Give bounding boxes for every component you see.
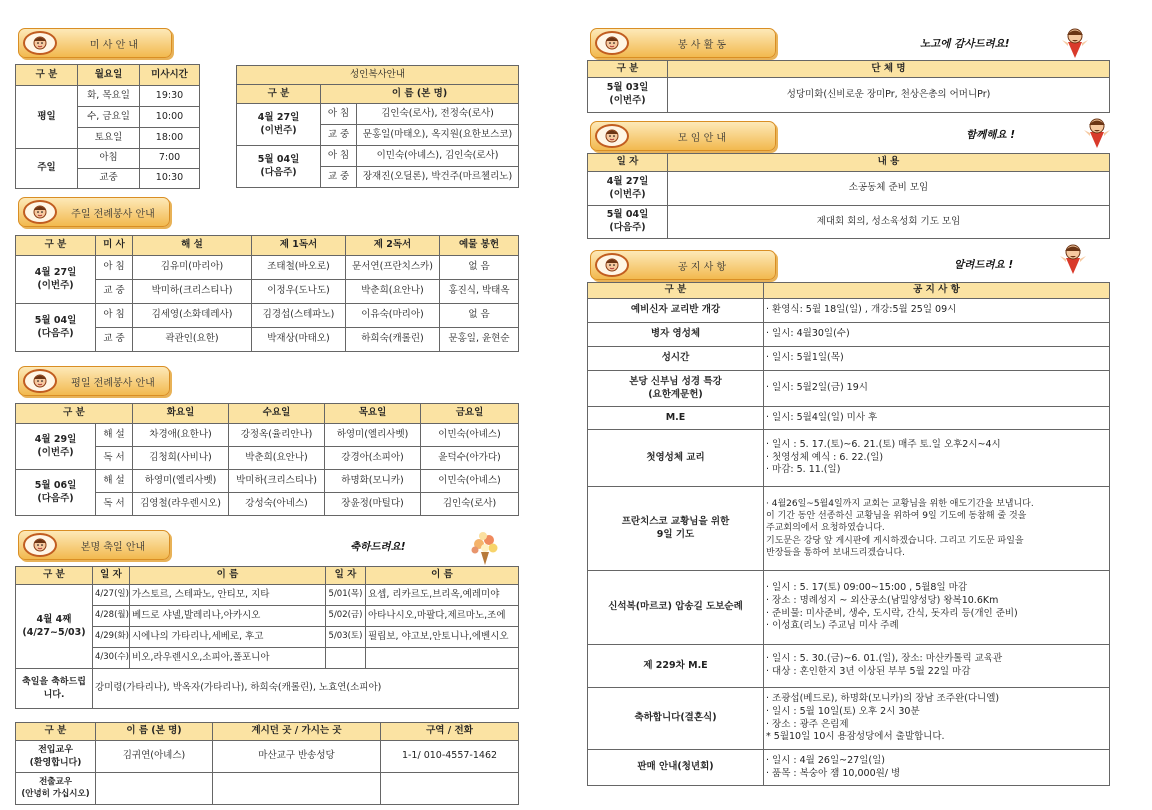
week-date: 5월 04일 bbox=[34, 314, 77, 326]
mass-type: 교 중 bbox=[321, 125, 357, 146]
transfer-contact bbox=[381, 773, 519, 805]
mass-table bbox=[15, 64, 200, 189]
notice-line: · 대상 : 혼인한지 3년 이상된 부부 5월 22일 마감 bbox=[766, 666, 971, 677]
notice-title: M.E bbox=[588, 407, 764, 430]
weekday-col-header: 구 분 bbox=[16, 404, 133, 424]
week-date-cell bbox=[16, 256, 96, 304]
feast-date: 4/27(일) bbox=[93, 585, 130, 606]
jesus-avatar-icon bbox=[23, 369, 57, 393]
mass-type: 아 침 bbox=[321, 104, 357, 125]
week-sub: (다음주) bbox=[260, 166, 297, 178]
sunday-service-table bbox=[15, 235, 519, 352]
notice-lines bbox=[764, 645, 1110, 688]
feast-names bbox=[366, 648, 519, 669]
weekday-col-header: 화요일 bbox=[133, 404, 229, 424]
meeting-date-cell bbox=[588, 172, 668, 206]
week-date: 4월 27일 bbox=[257, 111, 300, 123]
meeting-content: 소공동체 준비 모임 bbox=[668, 172, 1110, 206]
volunteer-col-header: 단 체 명 bbox=[668, 61, 1110, 78]
thu-name: 하영미(엘리사벳) bbox=[325, 424, 421, 447]
feast-names: 필립보, 야고보,안토니나,에벤시오 bbox=[366, 627, 519, 648]
mass-col-header: 월요일 bbox=[78, 65, 140, 86]
feast-header bbox=[18, 530, 170, 560]
reader-1: 조태철(바오로) bbox=[252, 256, 346, 280]
mass-day: 교중 bbox=[78, 169, 140, 189]
notice-line: · 일시 : 5. 17(토) 09:00~15:00 , 5월8일 마감 bbox=[766, 581, 968, 593]
transfer-name bbox=[96, 773, 213, 805]
sunday-col-header: 제 2독서 bbox=[346, 236, 440, 256]
week-sub: (이번주) bbox=[37, 446, 74, 458]
tue-name: 김영철(라우렌시오) bbox=[133, 493, 229, 516]
offering: 홍진식, 박태옥 bbox=[440, 280, 519, 304]
adult-server-title: 성인복사안내 bbox=[237, 66, 519, 85]
notice-title: 프란치스코 교황님을 위한 bbox=[621, 515, 730, 527]
notice-line: · 이성효(리노) 주교님 미사 주례 bbox=[766, 620, 899, 632]
mass-day: 수, 금요일 bbox=[78, 107, 140, 128]
feast-names: 베드로 샤넬,발레리나,아카시오 bbox=[130, 606, 326, 627]
feast-date: 5/03(토) bbox=[326, 627, 366, 648]
feast-range: (4/27~5/03) bbox=[22, 626, 86, 638]
commentator: 김세영(소화데레사) bbox=[133, 304, 252, 328]
notice-title: 성시간 bbox=[588, 347, 764, 371]
mass-day: 아침 bbox=[78, 149, 140, 169]
notice-header-title: 공 지 사 항 bbox=[677, 261, 727, 273]
feast-motto: 축하드려요! bbox=[350, 541, 406, 553]
offering: 없 음 bbox=[440, 256, 519, 280]
week-date-cell bbox=[16, 304, 96, 352]
week-sub: (이번주) bbox=[37, 279, 74, 291]
week-date-cell bbox=[237, 104, 321, 146]
sunday-col-header: 미 사 bbox=[96, 236, 133, 256]
transfer-name: 김귀연(아녜스) bbox=[96, 741, 213, 773]
notice-title: 본당 신부님 성경 특강 bbox=[629, 375, 722, 387]
notice-line: · 일시: 4월30일(수) bbox=[764, 323, 1110, 347]
offering: 문홍일, 윤현순 bbox=[440, 328, 519, 352]
feast-date bbox=[326, 648, 366, 669]
volunteer-table bbox=[587, 60, 1110, 113]
volunteer-date-cell bbox=[588, 78, 668, 113]
jesus-avatar-icon bbox=[595, 124, 629, 148]
feast-date: 4/30(수) bbox=[93, 648, 130, 669]
feast-date: 5/02(금) bbox=[326, 606, 366, 627]
feast-col-header: 일 자 bbox=[326, 567, 366, 585]
mass-type: 아 침 bbox=[96, 304, 133, 328]
fri-name: 이민숙(아녜스) bbox=[421, 470, 519, 493]
role: 해 설 bbox=[96, 470, 133, 493]
notice-sub: 9일 기도 bbox=[656, 528, 695, 540]
transfer-place: 마산교구 반송성당 bbox=[213, 741, 381, 773]
adult-col-header: 이 름 (본 명) bbox=[321, 85, 519, 104]
notice-sub: (요한계문헌) bbox=[648, 388, 703, 400]
meeting-motto: 함께해요 ! bbox=[966, 129, 1016, 141]
meeting-sub: (다음주) bbox=[609, 222, 646, 233]
mass-col-header: 미사시간 bbox=[140, 65, 200, 86]
flower-bouquet-icon bbox=[465, 530, 505, 566]
weekday-col-header: 목요일 bbox=[325, 404, 421, 424]
volunteer-header bbox=[590, 28, 776, 58]
mass-time: 10:00 bbox=[140, 107, 200, 128]
jesus-figure-icon bbox=[1060, 26, 1090, 60]
reader-1: 이정우(도나도) bbox=[252, 280, 346, 304]
reader-2: 문서연(프란치스카) bbox=[346, 256, 440, 280]
notice-line: · 준비물: 미사준비, 생수, 도시락, 간식, 돗자리 등(개인 준비) bbox=[766, 607, 1018, 619]
transfer-col-header: 계시던 곳 / 가시는 곳 bbox=[213, 723, 381, 741]
feast-names: 가스토르, 스테파노, 안티모, 지타 bbox=[130, 585, 326, 606]
meeting-col-header: 일 자 bbox=[588, 154, 668, 172]
notice-lines bbox=[764, 571, 1110, 645]
transfer-sub: (안녕히 가십시오) bbox=[21, 788, 90, 799]
week-date-cell bbox=[16, 424, 96, 470]
notice-line: · 조광섭(베드로), 하명화(모니카)의 장남 조주완(다니엘) bbox=[766, 692, 1000, 704]
sunday-col-header: 제 1독서 bbox=[252, 236, 346, 256]
fri-name: 이민숙(아녜스) bbox=[421, 424, 519, 447]
reader-2: 박춘희(요안나) bbox=[346, 280, 440, 304]
notice-line: 주교회의에서 요청하였습니다. bbox=[766, 523, 885, 534]
meeting-date: 4월 27일 bbox=[606, 175, 649, 187]
wed-name: 박춘희(요안나) bbox=[229, 447, 325, 470]
notice-line: · 장소 : 광주 은림제 bbox=[766, 718, 849, 730]
server-names: 김인숙(로사), 전정숙(로사) bbox=[357, 104, 519, 125]
volunteer-col-header: 구 분 bbox=[588, 61, 668, 78]
weekday-service-header bbox=[18, 366, 170, 396]
notice-line: · 첫영성체 예식 : 6. 22.(일) bbox=[766, 451, 884, 463]
volunteer-header-title: 봉 사 활 동 bbox=[677, 39, 727, 51]
transfer-place bbox=[213, 773, 381, 805]
feast-congrats-names: 강미령(가타리나), 박옥자(가타리나), 하희숙(캐롤린), 노효연(소피아) bbox=[93, 669, 519, 709]
notice-title-cell bbox=[588, 487, 764, 571]
weekday-col-header: 수요일 bbox=[229, 404, 325, 424]
notice-lines bbox=[764, 688, 1110, 750]
notice-lines bbox=[764, 430, 1110, 487]
volunteer-sub: (이번주) bbox=[609, 95, 646, 106]
transfer-contact: 1-1/ 010-4557-1462 bbox=[381, 741, 519, 773]
adult-col-header: 구 분 bbox=[237, 85, 321, 104]
mass-time: 19:30 bbox=[140, 86, 200, 107]
fri-name: 윤덕수(아가다) bbox=[421, 447, 519, 470]
transfer-col-header: 이 름 (본 명) bbox=[96, 723, 213, 741]
feast-date: 5/01(목) bbox=[326, 585, 366, 606]
role: 해 설 bbox=[96, 424, 133, 447]
commentator: 곽관인(요한) bbox=[133, 328, 252, 352]
notice-title: 예비신자 교리반 개강 bbox=[588, 299, 764, 323]
notice-line: · 일시: 5월4일(일) 미사 후 bbox=[764, 407, 1110, 430]
volunteer-motto: 노고에 감사드려요! bbox=[920, 38, 1010, 50]
sunday-col-header: 예물 봉헌 bbox=[440, 236, 519, 256]
meeting-date-cell bbox=[588, 206, 668, 239]
mass-day: 토요일 bbox=[78, 128, 140, 149]
wed-name: 박미하(크리스티나) bbox=[229, 470, 325, 493]
notice-line: 기도문은 강당 앞 게시판에 게시하겠습니다. 그리고 기도문 파일을 bbox=[766, 535, 1024, 546]
feast-date: 4/28(월) bbox=[93, 606, 130, 627]
mass-header-title: 미 사 안 내 bbox=[89, 39, 139, 51]
role: 독 서 bbox=[96, 447, 133, 470]
notice-col-header: 공 지 사 항 bbox=[764, 283, 1110, 299]
meeting-header bbox=[590, 121, 776, 151]
transfer-col-header: 구역 / 전화 bbox=[381, 723, 519, 741]
transfer-col-header: 구 분 bbox=[16, 723, 96, 741]
feast-col-header: 이 름 bbox=[366, 567, 519, 585]
jesus-figure-icon bbox=[1058, 242, 1088, 276]
notice-line: · 4월26일~5월4일까지 교회는 교황님을 위한 애도기간을 보냅니다. bbox=[766, 499, 1034, 510]
notice-title: 신석복(마르코) 압송길 도보순례 bbox=[588, 571, 764, 645]
transfer-label: 전출교우 bbox=[39, 777, 72, 788]
commentator: 김유미(마리아) bbox=[133, 256, 252, 280]
sunday-label: 주일 bbox=[16, 149, 78, 189]
notice-table bbox=[587, 282, 1110, 786]
notice-title: 축하합니다(결혼식) bbox=[588, 688, 764, 750]
thu-name: 하명화(모니카) bbox=[325, 470, 421, 493]
mass-type: 교 중 bbox=[96, 328, 133, 352]
reader-2: 하희숙(캐롤린) bbox=[346, 328, 440, 352]
feast-date: 4/29(화) bbox=[93, 627, 130, 648]
feast-week-cell bbox=[16, 585, 93, 669]
sunday-col-header: 구 분 bbox=[16, 236, 96, 256]
mass-type: 교 중 bbox=[96, 280, 133, 304]
meeting-col-header: 내 용 bbox=[668, 154, 1110, 172]
notice-line: 이 기간 동안 선종하신 교황님을 위하여 9일 기도에 동참해 줄 것을 bbox=[766, 511, 1027, 522]
transfer-sub: (환영합니다) bbox=[29, 757, 82, 768]
commentator: 박미하(크리스티나) bbox=[133, 280, 252, 304]
notice-header bbox=[590, 250, 776, 280]
feast-names: 요셉, 리카르도,브리옥,예레미야 bbox=[366, 585, 519, 606]
notice-line: · 일시: 5월1일(목) bbox=[764, 347, 1110, 371]
week-date: 4월 27일 bbox=[34, 266, 77, 278]
notice-lines bbox=[764, 487, 1110, 571]
feast-week: 4월 4째 bbox=[36, 613, 72, 625]
reader-1: 박재상(마태오) bbox=[252, 328, 346, 352]
mass-type: 아 침 bbox=[321, 146, 357, 167]
transfer-label-cell bbox=[16, 773, 96, 805]
mass-time: 18:00 bbox=[140, 128, 200, 149]
notice-line: · 일시 : 5. 30.(금)~6. 01.(일), 장소: 마산카톨릭 교육관 bbox=[766, 653, 1003, 665]
wed-name: 강정옥(율리안나) bbox=[229, 424, 325, 447]
feast-names: 시에나의 가타리나,세베로, 후고 bbox=[130, 627, 326, 648]
mass-col-header: 구 분 bbox=[16, 65, 78, 86]
weekday-col-header: 금요일 bbox=[421, 404, 519, 424]
notice-line: · 일시 : 5월 10일(토) 오후 2시 30분 bbox=[766, 705, 920, 717]
feast-col-header: 구 분 bbox=[16, 567, 93, 585]
notice-line: · 마감: 5. 11.(일) bbox=[766, 464, 841, 476]
sunday-service-header bbox=[18, 197, 170, 227]
week-sub: (다음주) bbox=[37, 492, 74, 504]
notice-line: 반장들을 통하여 보내드리겠습니다. bbox=[766, 547, 905, 558]
jesus-avatar-icon bbox=[595, 253, 629, 277]
volunteer-date: 5월 03일 bbox=[606, 82, 649, 94]
week-date-cell bbox=[237, 146, 321, 188]
thu-name: 장윤정(마틸다) bbox=[325, 493, 421, 516]
transfer-label-cell bbox=[16, 741, 96, 773]
mass-type: 교 중 bbox=[321, 167, 357, 188]
jesus-avatar-icon bbox=[595, 31, 629, 55]
week-sub: (이번주) bbox=[260, 124, 297, 136]
notice-title: 병자 영성체 bbox=[588, 323, 764, 347]
mass-time: 10:30 bbox=[140, 169, 200, 189]
notice-col-header: 구 분 bbox=[588, 283, 764, 299]
server-names: 장재진(오딜론), 박건주(마르첼리노) bbox=[357, 167, 519, 188]
notice-line: · 품목 : 복숭아 잼 10,000원/ 병 bbox=[766, 767, 901, 779]
weekday-label: 평일 bbox=[16, 86, 78, 149]
weekday-service-table bbox=[15, 403, 519, 516]
sunday-col-header: 해 설 bbox=[133, 236, 252, 256]
week-date: 5월 04일 bbox=[257, 153, 300, 165]
notice-title: 판매 안내(청년회) bbox=[588, 750, 764, 786]
volunteer-group: 성당미화(신비로운 장미Pr, 천상은총의 어머니Pr) bbox=[668, 78, 1110, 113]
week-date: 5월 06일 bbox=[34, 479, 77, 491]
notice-line: · 일시 : 4월 26일~27일(일) bbox=[766, 754, 885, 766]
feast-header-title: 본명 축일 안내 bbox=[80, 541, 146, 553]
mass-header bbox=[18, 28, 172, 58]
fri-name: 김인숙(로사) bbox=[421, 493, 519, 516]
mass-time: 7:00 bbox=[140, 149, 200, 169]
jesus-avatar-icon bbox=[23, 533, 57, 557]
thu-name: 강경아(소피아) bbox=[325, 447, 421, 470]
feast-col-header: 이 름 bbox=[130, 567, 326, 585]
server-names: 이민숙(아녜스), 김인숙(로사) bbox=[357, 146, 519, 167]
mass-type: 아 침 bbox=[96, 256, 133, 280]
sunday-service-title: 주일 전례봉사 안내 bbox=[71, 208, 155, 220]
weekday-service-title: 평일 전례봉사 안내 bbox=[71, 377, 155, 389]
week-date: 4월 29일 bbox=[34, 433, 77, 445]
notice-line: · 일시: 5월2일(금) 19시 bbox=[764, 371, 1110, 407]
notice-lines bbox=[764, 750, 1110, 786]
feast-col-header: 일 자 bbox=[93, 567, 130, 585]
notice-motto: 알려드려요 ! bbox=[954, 259, 1014, 271]
notice-title-cell bbox=[588, 371, 764, 407]
week-sub: (다음주) bbox=[37, 327, 74, 339]
adult-server-table bbox=[236, 65, 519, 188]
server-names: 문홍일(마태오), 옥지원(요한보스코) bbox=[357, 125, 519, 146]
tue-name: 차경애(요한나) bbox=[133, 424, 229, 447]
reader-2: 이유숙(마리아) bbox=[346, 304, 440, 328]
jesus-figure-icon bbox=[1082, 116, 1112, 150]
reader-1: 김경섭(스테파노) bbox=[252, 304, 346, 328]
meeting-content: 제대회 회의, 성소육성회 기도 모임 bbox=[668, 206, 1110, 239]
mass-day: 화, 목요일 bbox=[78, 86, 140, 107]
feast-table bbox=[15, 566, 519, 709]
feast-names: 아타나시오,마팔다,제르마노,조에 bbox=[366, 606, 519, 627]
tue-name: 하영미(엘리사벳) bbox=[133, 470, 229, 493]
jesus-avatar-icon bbox=[23, 200, 57, 224]
transfer-label: 전입교우 bbox=[38, 745, 73, 756]
jesus-avatar-icon bbox=[23, 31, 57, 55]
offering: 없 음 bbox=[440, 304, 519, 328]
meeting-table bbox=[587, 153, 1110, 239]
tue-name: 김청희(사비나) bbox=[133, 447, 229, 470]
meeting-sub: (이번주) bbox=[609, 188, 646, 200]
wed-name: 강성숙(아네스) bbox=[229, 493, 325, 516]
meeting-date: 5월 04일 bbox=[606, 209, 649, 221]
role: 독 서 bbox=[96, 493, 133, 516]
notice-line: · 환영식: 5월 18일(일) , 개강:5월 25일 09시 bbox=[764, 299, 1110, 323]
notice-line: * 5월10일 10시 용잠성당에서 출발합니다. bbox=[766, 731, 945, 743]
notice-title: 첫영성체 교리 bbox=[588, 430, 764, 487]
notice-line: · 장소 : 명례성지 ~ 외산공소(남밀양성당) 왕복10.6Km bbox=[766, 594, 999, 606]
week-date-cell bbox=[16, 470, 96, 516]
feast-names: 비오,라우렌시오,소피아,폴포니아 bbox=[130, 648, 326, 669]
feast-congrats-label: 축일을 축하드립니다. bbox=[16, 669, 93, 709]
transfer-table bbox=[15, 722, 519, 805]
meeting-header-title: 모 임 안 내 bbox=[677, 132, 727, 144]
notice-title: 제 229차 M.E bbox=[588, 645, 764, 688]
notice-line: · 일시 : 5. 17.(토)~6. 21.(토) 매주 토.일 오후2시~4시 bbox=[766, 438, 1001, 450]
